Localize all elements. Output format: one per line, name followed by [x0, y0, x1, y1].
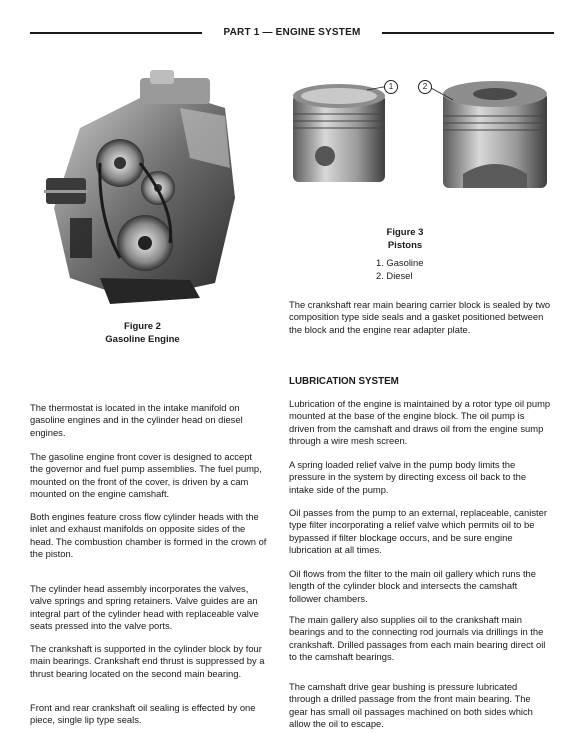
- list-item: 2. Diesel: [376, 269, 413, 281]
- list-item: 1. Gasoline: [376, 257, 424, 268]
- pistons-photo: [285, 74, 555, 199]
- header-rule-right: [382, 32, 554, 34]
- paragraph-crankshaft: The crankshaft is supported in the cylinder block by four main bearings. Crankshaft end thrust is suppressed by a thrust bearing located on the second main bearing.: [30, 643, 265, 679]
- paragraph-cylinder-heads: Both engines feature cross flow cylinder heads with the inlet and exhaust manifolds on opposite sides of the head. The combustion chamber is formed in the crown of the piston.: [30, 511, 267, 559]
- paragraph-cylinder-head-assembly: The cylinder head assembly incorporates the valves, valve springs and spring retainers. Valve guides are an integral part of the cylinder head with replaceable valve seats pressed into the valve ports.: [30, 583, 259, 631]
- paragraph-front-cover: The gasoline engine front cover is designed to accept the governor and fuel pump assemblies. The fuel pump, mounted on the front of the cover, is driven by a cam mounted on the engine camshaft.: [30, 451, 262, 499]
- figure-2-title: Gasoline Engine: [105, 334, 180, 345]
- paragraph-lubrication-3: Oil passes from the pump to an external, replaceable, canister type filter incorporating a relief valve which permits oil to be bypassed if filter blockage occurs, and be sure engine lubrication at all times.: [289, 507, 547, 555]
- gasoline-piston: [293, 84, 385, 182]
- diesel-piston: [443, 81, 547, 188]
- section-title: PART 1 — ENGINE SYSTEM: [223, 27, 361, 38]
- lubrication-heading: LUBRICATION SYSTEM: [289, 376, 399, 387]
- piston-legend-list: [376, 257, 423, 282]
- figure-3-title: Pistons: [387, 240, 423, 251]
- callout-2: 2: [418, 80, 432, 94]
- paragraph-thermostat: The thermostat is located in the intake manifold on gasoline engines and in the cylinder head on diesel engines.: [30, 402, 243, 438]
- paragraph-rear-seal: The crankshaft rear main bearing carrier block is sealed by two composition type side seals and a gasket positioned between the block and the engine rear adapter plate.: [289, 299, 551, 335]
- paragraph-lubrication-4: Oil flows from the filter to the main oil gallery which runs the length of the cylinder block and intersects the camshaft follower chambers.: [289, 568, 536, 604]
- paragraph-lubrication-6: The camshaft drive gear bushing is pressure lubricated through a drilled passage from the front main bearing. The gear has small oil passages machined on both sides which allow the oil to escape.: [289, 681, 533, 729]
- paragraph-lubrication-1: Lubrication of the engine is maintained by a rotor type oil pump mounted at the base of the engine block. The oil pump is driven from the camshaft and draws oil from the engine sump through a wire mesh screen.: [289, 398, 551, 446]
- paragraph-lubrication-2: A spring loaded relief valve in the pump body limits the pressure in the system by directing excess oil back to the intake side of the pump.: [289, 459, 527, 495]
- figure-2-label: Figure 2: [124, 321, 161, 332]
- engine-photo: [40, 68, 245, 308]
- paragraph-oil-sealing: Front and rear crankshaft oil sealing is effected by one piece, single lip type seals.: [30, 702, 256, 726]
- page-header: [30, 26, 554, 40]
- figure-2-caption: [40, 320, 245, 346]
- paragraph-lubrication-5: The main gallery also supplies oil to the crankshaft main bearings and to the connecting rod journals via drillings in the crankshaft. Drilled passages from each main bearing direct oil to the camshaft bearings.: [289, 614, 546, 662]
- figure-3-caption: [370, 226, 440, 252]
- callout-1: 1: [384, 80, 398, 94]
- figure-3-label: Figure 3: [386, 227, 424, 238]
